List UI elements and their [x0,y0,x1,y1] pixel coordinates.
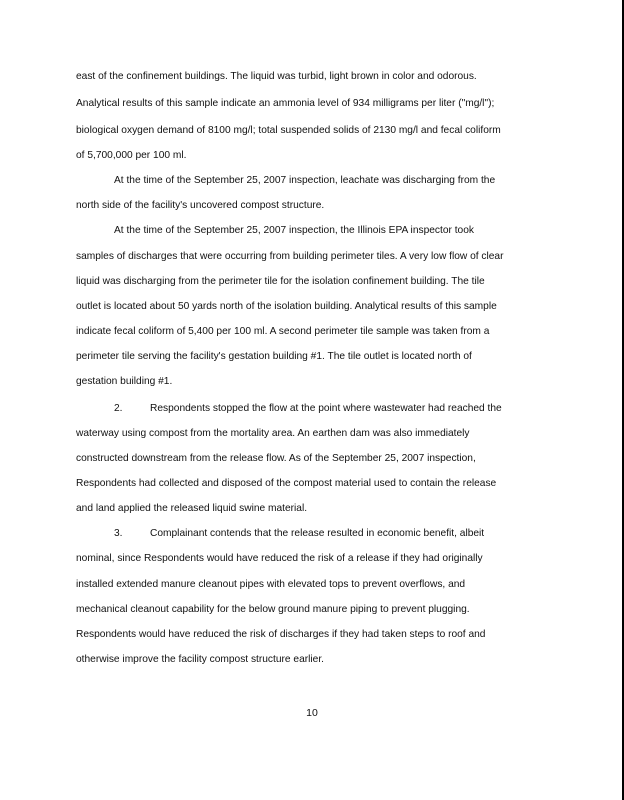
paragraph-number: 3. [114,528,123,539]
text-line: installed extended manure cleanout pipes with elevated tops to prevent overflows, and [76,579,466,590]
text-line: At the time of the September 25, 2007 inspection, leachate was discharging from the [114,175,496,186]
text-line: At the time of the September 25, 2007 inspection, the Illinois EPA inspector took [114,225,474,236]
text-line: east of the confinement buildings. The liquid was turbid, light brown in color and odorous. [76,71,477,82]
text-line: outlet is located about 50 yards north of the isolation building. Analytical results of this sample [76,301,497,312]
text-line: of 5,700,000 per 100 ml. [76,150,187,161]
text-line: constructed downstream from the release flow. As of the September 25, 2007 inspection, [76,453,476,464]
text-line: gestation building #1. [76,376,173,387]
text-line: and land applied the released liquid swine material. [76,503,308,514]
text-line: nominal, since Respondents would have reduced the risk of a release if they had originally [76,553,483,564]
text-line: Respondents would have reduced the risk of discharges if they had taken steps to roof and [76,629,486,640]
text-line: Analytical results of this sample indicate an ammonia level of 934 milligrams per liter ("mg/l"); [76,98,495,109]
text-line: mechanical cleanout capability for the below ground manure piping to prevent plugging. [76,604,470,615]
text-line: indicate fecal coliform of 5,400 per 100 ml. A second perimeter tile sample was taken from a [76,326,490,337]
text-line: north side of the facility's uncovered compost structure. [76,200,325,211]
paragraph-number: 2. [114,403,123,414]
page-number: 10 [306,707,318,719]
text-line: waterway using compost from the mortality area. An earthen dam was also immediately [76,428,470,439]
text-line: Respondents stopped the flow at the point where wastewater had reached the [150,403,502,414]
text-line: Respondents had collected and disposed of the compost material used to contain the release [76,478,497,489]
text-line: perimeter tile serving the facility's gestation building #1. The tile outlet is located north of [76,351,472,362]
text-line: otherwise improve the facility compost structure earlier. [76,654,324,665]
text-line: biological oxygen demand of 8100 mg/l; total suspended solids of 2130 mg/l and fecal coliform [76,125,501,136]
text-line: Complainant contends that the release resulted in economic benefit, albeit [150,528,485,539]
text-line: samples of discharges that were occurring from building perimeter tiles. A very low flow of clear [76,251,504,262]
text-line: liquid was discharging from the perimeter tile for the isolation confinement building. The tile [76,276,485,287]
